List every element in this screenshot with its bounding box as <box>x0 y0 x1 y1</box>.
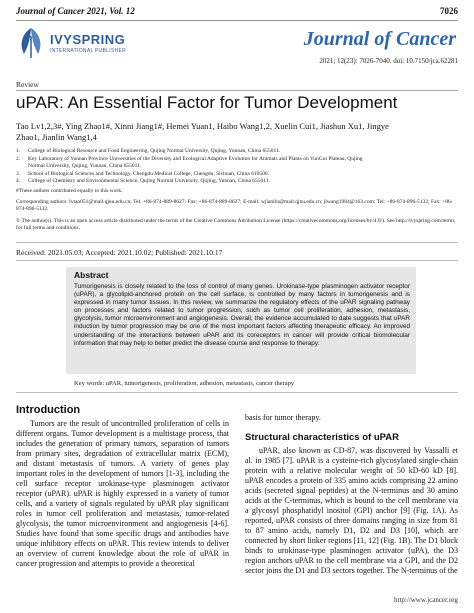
ivy-leaf-icon <box>16 26 46 60</box>
title-rule <box>16 90 458 91</box>
introduction-continuation: basis for tumor therapy. <box>245 413 321 422</box>
affiliation-item: Normal University, Qujing, Yunnan, China 655011. <box>28 163 142 169</box>
author-line: Zhao1, Jianlin Wang1,4 <box>16 132 97 142</box>
affiliation-item: 1. College of Biological Resource and Food Engineering, Qujing Normal University, Qujing, Yunnan, China 655011. <box>16 148 281 154</box>
header-rule <box>16 20 458 21</box>
affiliation-item: 2. Key Laboratory of Yunnan Province Universities of the Diversity and Ecological Adaptive Evolution for Animals and Plants on YunGui Plateau, Qujing <box>16 155 363 162</box>
corresponding-authors: Corresponding authors: lvtao051@mail.qjnu.edu.cn; Tel: +86-874-889-8627; Fax: +86-874-889-8627; E-mail: wjianlin@mail.qjnu.edu.cn; jlwang1984@163.com; Tel: +86-874-896-5132; Fax: +86-874-896-5132. <box>16 199 453 212</box>
divider <box>16 392 458 393</box>
abstract-text: Tumorigenesis is closely related to the loss of control of many genes. Urokinase-type plasminogen activator receptor (uPAR), a glycolipid-anchored protein on the cell surface, is controlled by many factors in tumorigenesis and is expressed in many tumor tissues. In this review, we summarize the regulatory effects of the uPAR signaling pathway on processes and factors related to tumor progression, such as tumor cell proliferation, adhesion, metastasis, glycolysis, tumor microenvironment and angiogenesis. Overall, the evidence accumulated to date suggests that uPAR induction by tumor progression may be one of the most important factors affecting therapeutic efficacy. An improved understanding of the interactions between uPAR and its coreceptors in cancer will provide critical biomolecular information that may help to better predict the disease course and response to therapy. <box>74 283 410 347</box>
equal-contribution-note: #These authors contributed equally to this work. <box>16 188 123 194</box>
article-title: uPAR: An Essential Factor for Tumor Development <box>16 93 398 112</box>
article-type: Review <box>16 80 39 89</box>
running-header-journal: Journal of Cancer 2021, Vol. 12 <box>16 6 135 16</box>
publisher-logo <box>16 24 206 68</box>
divider <box>16 260 458 261</box>
publisher-subtitle: INTERNATIONAL PUBLISHER <box>50 48 127 54</box>
introduction-paragraph: Tumors are the result of uncontrolled proliferation of cells in different organs. Tumor development is a multistage process, that includes the generation of primary tumors, separation of tumors from primary sites, degradation of extracellular matrix (ECM), and distant metastasis of tumors. A variety of genes play important roles in the development of tumors [1-3], including the cell surface receptor urokinase-type plasminogen activator receptor (uPAR). uPAR is highly expressed in a variety of tumor cells, and a variety of signals regulated by uPAR play significant roles in tumor cell proliferation and metastasis, tumor-related glycolysis, the tumor microenvironment and angiogenesis [4-6]. Studies have found that some specific drugs and antibodies have unique inhibitory effects on uPAR. This review intends to deliver an overview of current knowledge about the role of uPAR in cancer progression and attempts to provide a theoretical <box>16 419 229 568</box>
author-list <box>16 121 458 143</box>
introduction-heading: Introduction <box>16 404 81 416</box>
citation: 2021; 12(23): 7026-7040. doi: 10.7150/jca.62281 <box>319 57 458 65</box>
abstract-box <box>66 267 416 374</box>
affiliation-item: 3. School of Biological Sciences and Technology, Chengdu Medical College, Chengdu, Sichuan, China 610500. <box>16 170 269 177</box>
keywords: Key words: uPAR, tumorigenesis, proliferation, adhesion, metastasis, cancer therapy <box>74 380 295 387</box>
page-number: 7026 <box>440 6 458 16</box>
affiliations <box>16 148 458 186</box>
publisher-name: IVYSPRING <box>50 32 126 47</box>
divider <box>16 242 458 243</box>
copyright-notice: © The author(s). This is an open access article distributed under the terms of the Creative Commons Attribution License (https://creativecommons.org/licenses/by/4.0/). See http://ivyspring.com/terms for full terms and conditions. <box>16 218 455 231</box>
footer-url: http://www.jcancer.org <box>394 596 458 604</box>
abstract-heading: Abstract <box>74 270 109 280</box>
structure-paragraph: uPAR, also known as CD-87, was discovered by Vassalli et al. in 1985 [7]. uPAR is a cysteine-rich glycosylated single-chain protein with a relative molecular weight of 50 kD-60 kD [8]. uPAR encodes a protein of 335 amino acids comprising 22 amino acids (secreted signal peptides) at the N-terminus and 30 amino acids at the C-terminus, which is bound to the cell membrane via a glycosyl phosphatidyl inositol (GPI) anchor [9] (Fig. 1A). As reported, uPAR consists of three domains ranging in size from 81 to 87 amino acids, namely D1, D2 and D3 [10], which are connected by short linker regions [11, 12] (Fig. 1B). The D1 block binds to urokinase-type plasminogen activator (uPA), the D3 region anchors uPAR to the cell membrane via a GPI, and the D2 sector joins the D1 and D3 sectors together. The N-terminus of the <box>245 446 458 575</box>
affiliation-item: 4. College of Chemistry and Environmental Science, Qujing Normal University, Qujing, Yunnan, China 655011. <box>16 178 270 184</box>
structure-heading: Structural characteristics of uPAR <box>245 432 399 443</box>
author-line: Tao Lv1,2,3#, Ying Zhao1#, Xinni Jiang1#, Hemei Yuan1, Haibo Wang1,2, Xuelin Cui1, Jiashun Xu1, Jingye <box>16 121 389 131</box>
journal-logo: Journal of Cancer <box>303 28 456 50</box>
publication-dates: Received: 2021.05.03; Accepted: 2021.10.02; Published: 2021.10.17 <box>16 248 223 257</box>
